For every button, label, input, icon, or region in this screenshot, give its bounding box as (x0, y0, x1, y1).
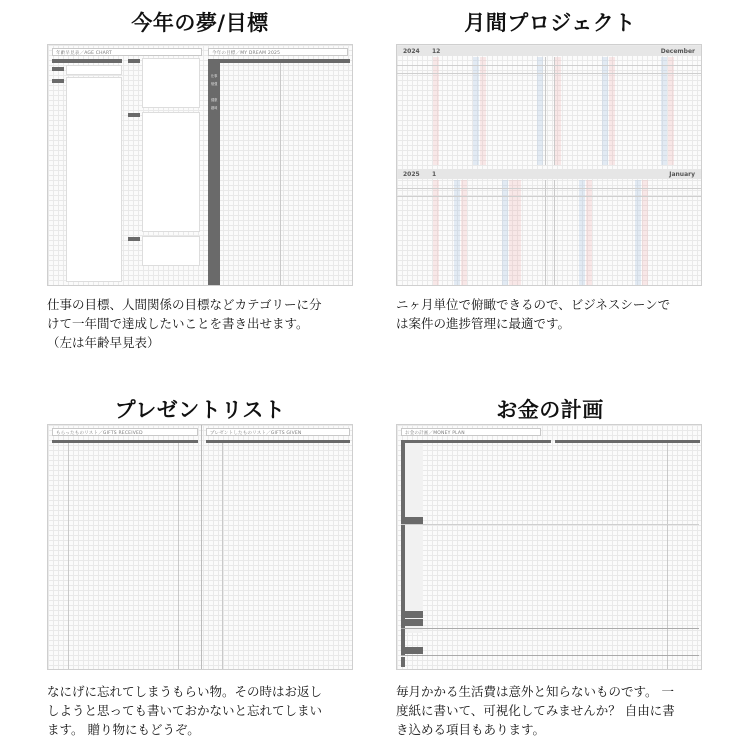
era-taisho-label (52, 67, 64, 71)
panel-gift-list (45, 395, 355, 425)
caption-line: 毎月かかる生活費は意外と知らないものです。 一 (396, 684, 674, 699)
caption-line: 仕事の目標、人間関係の目標などカテゴリーに分 (47, 297, 322, 312)
money-plan-preview (396, 424, 702, 670)
subtotal-variable (405, 611, 423, 618)
left-months-bar (401, 440, 551, 443)
category-label: 健康 (211, 98, 218, 102)
gift-list-preview (47, 424, 353, 670)
column-divider (222, 443, 223, 670)
day-row-divider (397, 65, 701, 66)
day-row-divider (397, 188, 701, 189)
era-showa-cont-label (128, 59, 140, 63)
section-divider (401, 628, 699, 629)
panel-monthly-project (395, 8, 705, 38)
gifts-given-header: プレゼントしたものリスト／GIFTS GIVEN (206, 428, 350, 436)
caption-line: ニヶ月単位で俯瞰できるので、ビジネスシーンで (396, 297, 671, 312)
gifts-given-column-bar (206, 440, 350, 443)
income-total (405, 647, 423, 654)
month-header-jan (397, 169, 701, 179)
panel-money-plan (395, 395, 705, 425)
dream-table-header-bar (208, 59, 350, 63)
caption-line: しようと思っても書いておかないと忘れてしまい (47, 703, 323, 718)
column-divider (68, 443, 69, 670)
month-header-dec (397, 46, 701, 56)
age-chart-table-taisho (66, 65, 122, 75)
expense-total (405, 619, 423, 626)
month-number: 1 (432, 171, 437, 178)
panel-title: 月間プロジェクト (464, 11, 636, 35)
age-chart-table-reiwa (142, 236, 200, 266)
panel-title: 今年の夢/目標 (131, 11, 269, 35)
caption-line: ます。 贈り物にもどうぞ。 (47, 722, 200, 737)
dream-column-divider (280, 63, 281, 286)
era-reiwa-label (128, 237, 140, 241)
month-name: January (669, 171, 695, 178)
caption-line: なにげに忘れてしまうもらい物。その時はお返し (47, 684, 323, 699)
savings-side-bar (401, 657, 405, 667)
caption-line: は案件の進捗管理に最適です。 (396, 316, 571, 331)
caption-line: （左は年齢早見表） (47, 335, 160, 350)
weekday-row-divider (397, 73, 701, 74)
money-plan-header: お金の計画／MONEY PLAN (401, 428, 541, 436)
dream-goals-preview (47, 44, 353, 286)
subtotal-fixed (405, 517, 423, 524)
gift-list-caption (47, 682, 357, 739)
monthly-project-preview (396, 44, 702, 286)
month-number: 12 (432, 48, 441, 55)
year-label: 2025 (403, 171, 420, 178)
panel-dream-goals (45, 8, 355, 38)
caption-line: 度紙に書いて、可視化してみませんか？ 自由に書 (396, 703, 675, 718)
age-chart-table-heisei (142, 112, 200, 232)
right-months-bar (555, 440, 700, 443)
age-chart-column-bar (52, 59, 122, 63)
caption-line: き込める項目もあります。 (396, 722, 546, 737)
money-plan-caption (396, 682, 706, 739)
caption-line: けて一年間で達成したいことを書き出せます。 (47, 316, 309, 331)
section-divider (401, 524, 699, 525)
age-chart-table-left (66, 77, 122, 282)
category-label: 勉強 (211, 82, 218, 86)
dream-goals-caption (47, 295, 357, 352)
dream-header: 今年の目標／MY DREAM 2025 (208, 48, 348, 56)
column-divider (178, 443, 179, 670)
gifts-received-column-bar (52, 440, 198, 443)
weekday-row-divider (397, 196, 701, 197)
page-divider (201, 425, 202, 670)
month-name: December (660, 48, 695, 55)
year-label: 2024 (403, 48, 420, 55)
panel-title: プレゼントリスト (114, 398, 286, 422)
gifts-received-header: もらったものリスト／GIFTS RECEIVED (52, 428, 198, 436)
panel-title: お金の計画 (496, 398, 604, 422)
category-label: 仕事 (211, 74, 218, 78)
monthly-project-caption (396, 295, 706, 333)
age-chart-table-mid (142, 58, 200, 108)
age-chart-header: 年齢早見表／AGE CHART (52, 48, 202, 56)
era-showa-label (52, 79, 64, 83)
section-divider (401, 655, 699, 656)
era-heisei-label (128, 113, 140, 117)
item-label-column (405, 443, 423, 633)
total-column-divider (667, 443, 668, 669)
category-label: 趣味 (211, 106, 218, 110)
